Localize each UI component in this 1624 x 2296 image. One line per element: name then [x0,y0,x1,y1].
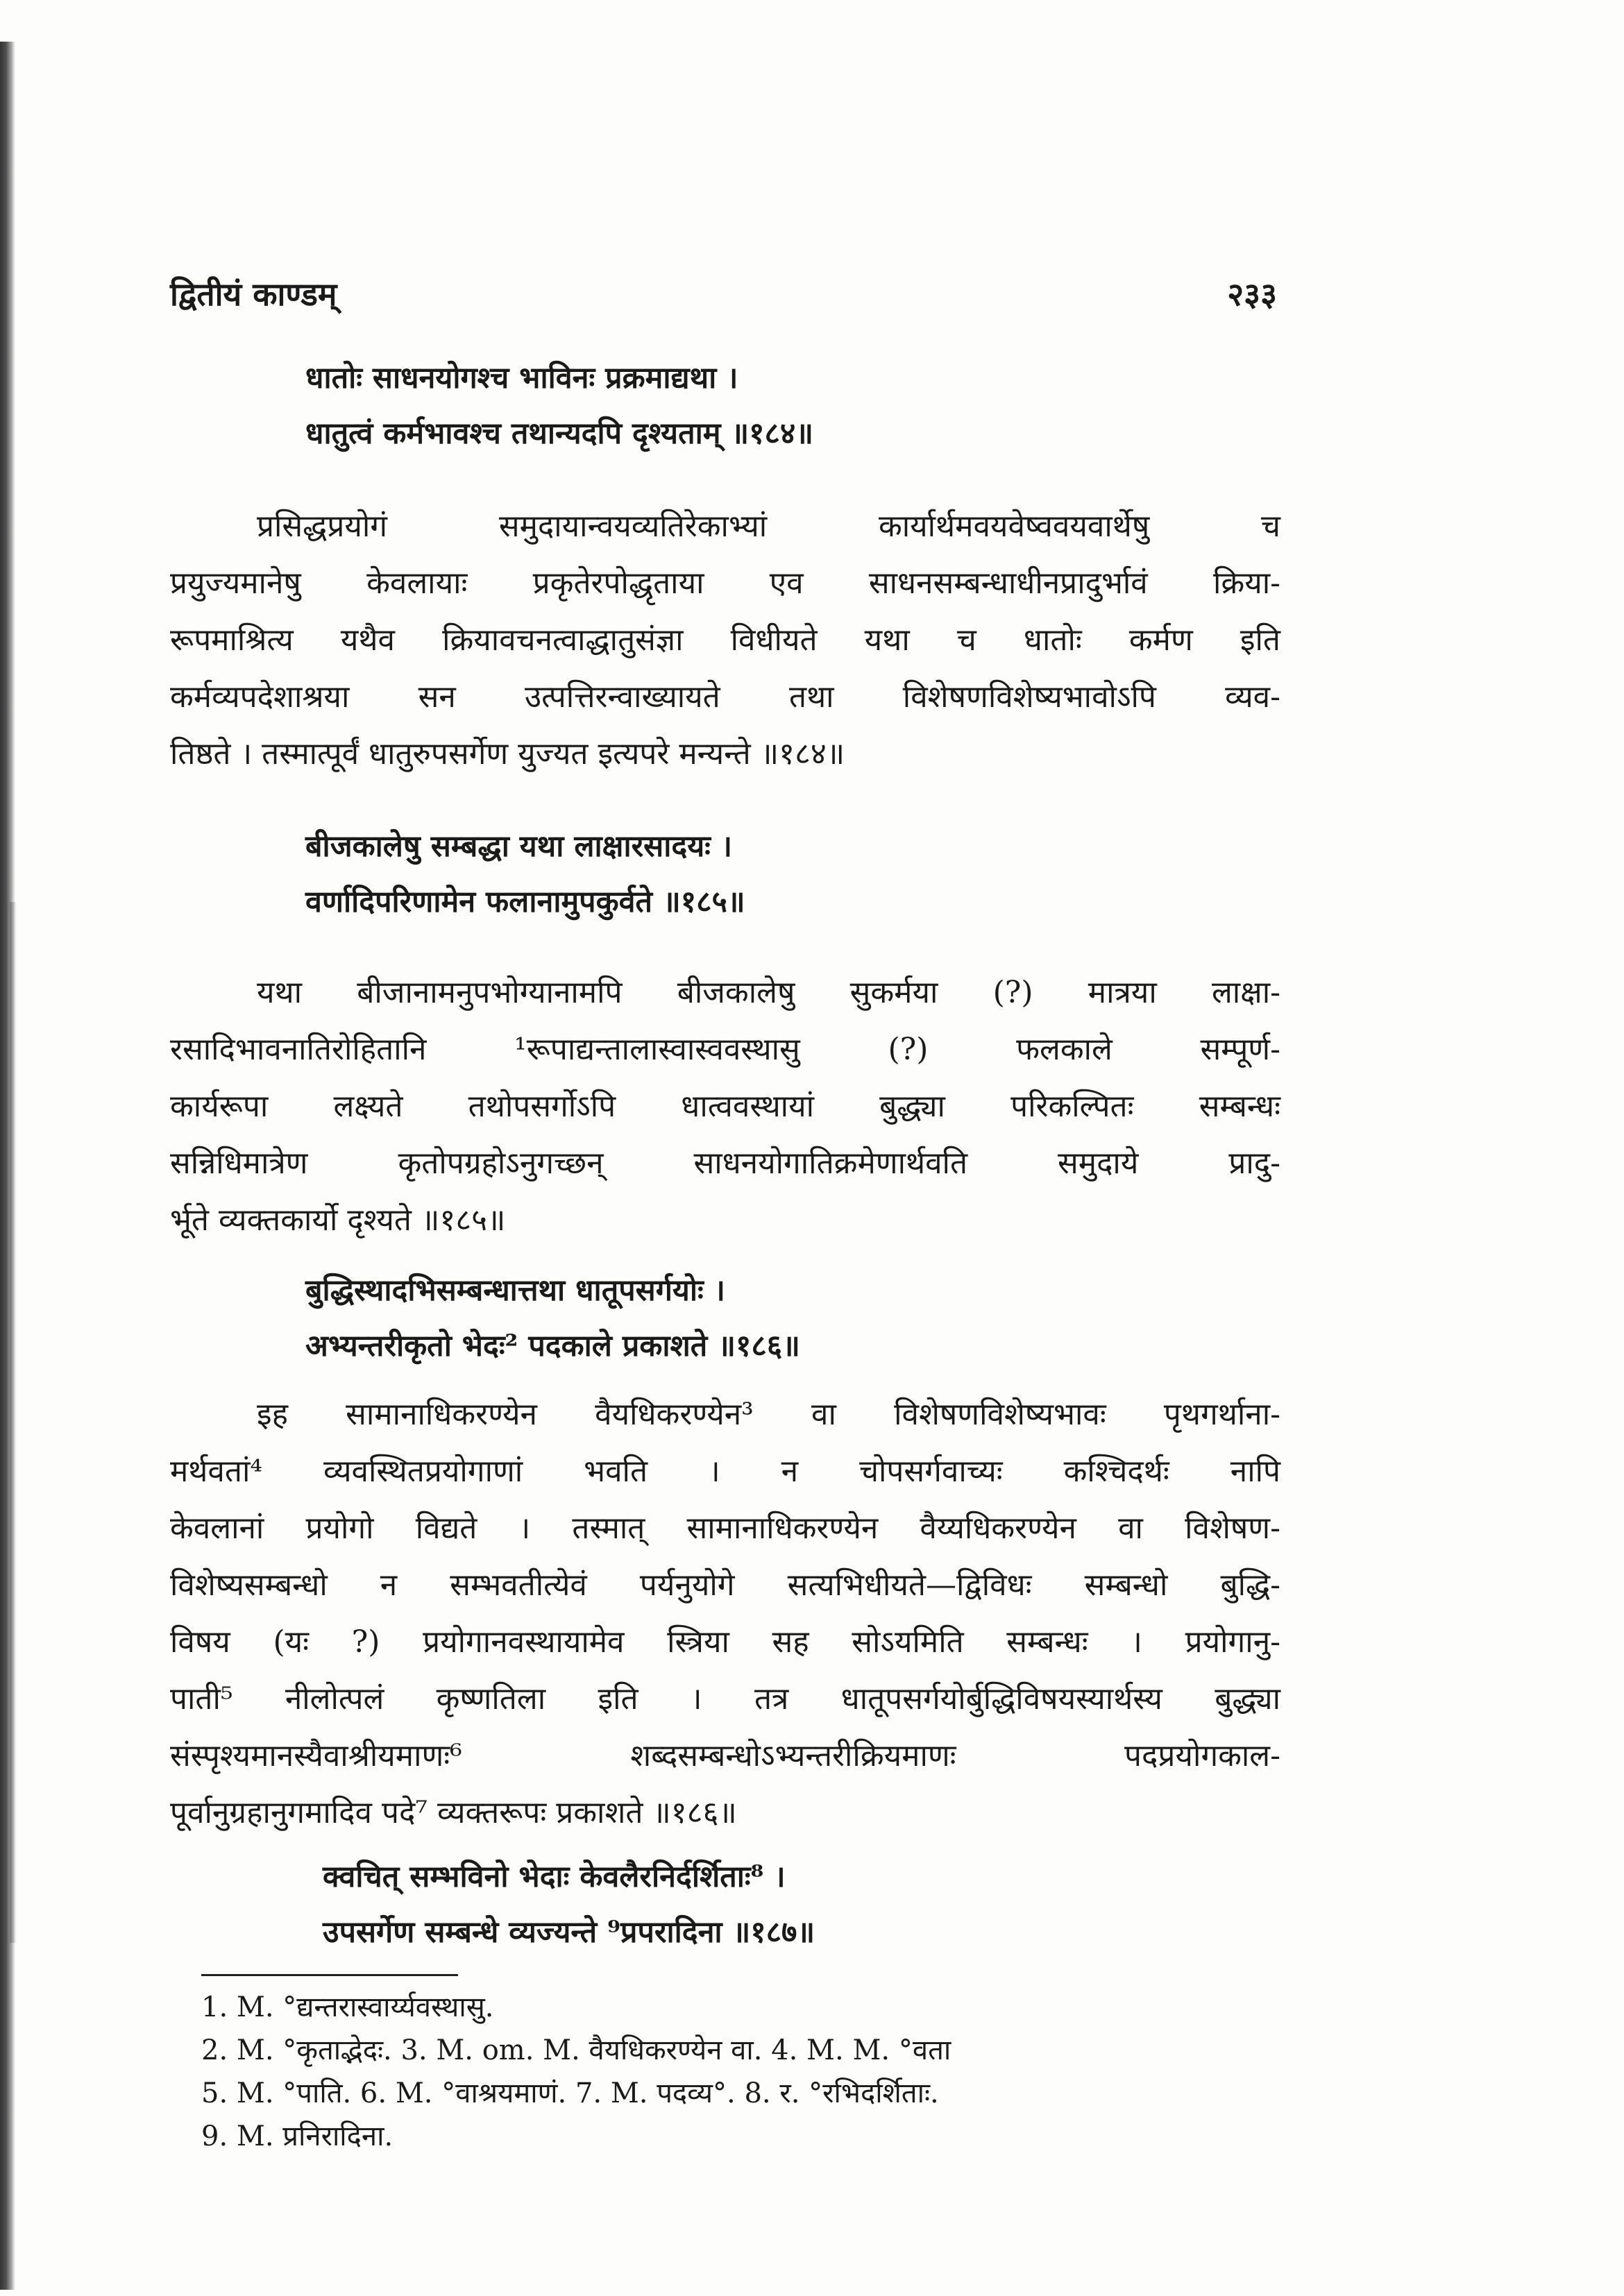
verse-line: अभ्यन्तरीकृतो भेदः² पदकाले प्रकाशते ॥१८६॥ [305,1329,800,1363]
commentary-line: र्भूते व्यक्तकार्यो दृश्यते ॥१८५॥ [170,1202,506,1238]
commentary-line: यथा बीजानामनुपभोग्यानामपि बीजकालेषु सुकर्मया (?) मात्रया लाक्षा- [257,975,1280,1010]
commentary-line: कर्मव्यपदेशाश्रया सन उत्पत्तिरन्वाख्यायते तथा विशेषणविशेष्यभावोऽपि व्यव- [170,679,1280,715]
commentary-line: रूपमाश्रित्य यथैव क्रियावचनत्वाद्धातुसंज्ञा विधीयते यथा च धातोः कर्मण इति [170,622,1280,658]
footnote-divider [201,1974,458,1976]
verse-186 [305,1263,800,1374]
running-header-title: द्वितीयं काण्डम् [170,275,337,313]
commentary-line: पाती⁵ नीलोत्पलं कृष्णतिला इति । तत्र धातूपसर्गयोर्बुद्धिविषयस्यार्थस्य बुद्ध्या [170,1681,1280,1717]
binding-shadow-secondary [10,902,17,1943]
verse-line: वर्णादिपरिणामेन फलानामुपकुर्वते ॥१८५॥ [305,885,745,919]
page-number: २३३ [1227,275,1277,313]
commentary-line: विषय (यः ?) प्रयोगानवस्थायामेव स्त्रिया सह सोऽयमिति सम्बन्धः । प्रयोगानु- [170,1624,1280,1660]
verse-line: धातोः साधनयोगश्च भाविनः प्रक्रमाद्यथा । [305,361,738,396]
commentary-line: संस्पृश्यमानस्यैवाश्रीयमाणः⁶ शब्दसम्बन्धोऽभ्यन्तरीक्रियमाणः पदप्रयोगकाल- [170,1738,1280,1774]
verse-line: क्वचित् सम्भविनो भेदाः केवलैरनिर्दर्शिताः⁸ । [323,1860,786,1894]
footnote-line: 5. M. °पाति. 6. M. °वाश्रयमाणं. 7. M. पदव्य°. 8. र. °रभिदर्शिताः. [201,2077,939,2109]
commentary-line: कार्यरूपा लक्ष्यते तथोपसर्गोऽपि धात्ववस्थायां बुद्ध्या परिकल्पितः सम्बन्धः [170,1089,1280,1124]
commentary-line: प्रयुज्यमानेषु केवलायाः प्रकृतेरपोद्धृताया एव साधनसम्बन्धाधीनप्रादुर्भावं क्रिया- [170,566,1280,601]
verse-187 [323,1849,815,1960]
commentary-line: तिष्ठते । तस्मात्पूर्वं धातुरुपसर्गेण युज्यत इत्यपरे मन्यन्ते ॥१८४॥ [170,736,845,772]
commentary-184 [170,498,1280,783]
verse-line: बीजकालेषु सम्बद्धा यथा लाक्षारसादयः । [305,829,733,864]
commentary-line: प्रसिद्धप्रयोगं समुदायान्वयव्यतिरेकाभ्यां कार्यार्थमवयवेष्ववयवार्थेषु च [257,509,1280,544]
footnote-line: 2. M. °कृताद्भेदः. 3. M. om. M. वैयधिकरण्येन वा. 4. M. M. °वता [201,2034,951,2066]
commentary-185 [170,964,1280,1249]
verse-line: उपसर्गेण सम्बन्धे व्यज्यन्ते ⁹प्रपरादिना ॥१८७॥ [323,1915,815,1950]
verse-line: बुद्धिस्थादभिसम्बन्धात्तथा धातूपसर्गयोः । [305,1273,725,1308]
verse-185 [305,819,745,930]
footnote-line: 1. M. °द्यन्तरास्वार्य्यवस्थासु. [201,1991,494,2023]
footnotes [201,1986,951,2158]
footnote-line: 9. M. प्रनिरादिना. [201,2120,394,2152]
commentary-line: केवलानां प्रयोगो विद्यते । तस्मात् सामानाधिकरण्येन वैय्यधिकरण्येन वा विशेषण- [170,1511,1280,1546]
commentary-186 [170,1386,1280,1842]
commentary-line: रसादिभावनातिरोहितानि ¹रूपाद्यन्तालास्वास्ववस्थासु (?) फलकाले सम्पूर्ण- [170,1032,1280,1067]
commentary-line: सन्निधिमात्रेण कृतोपग्रहोऽनुगच्छन् साधनयोगातिक्रमेणार्थवति समुदाये प्रादु- [170,1146,1280,1181]
verse-line: धातुत्वं कर्मभावश्च तथान्यदपि दृश्यताम् ॥१८४॥ [305,416,814,451]
verse-184 [305,350,813,461]
commentary-line: पूर्वानुग्रहानुगमादिव पदे⁷ व्यक्तरूपः प्रकाशते ॥१८६॥ [170,1795,737,1830]
commentary-line: मर्थवतां⁴ व्यवस्थितप्रयोगाणां भवति । न चोपसर्गवाच्यः कश्चिदर्थः नापि [170,1454,1280,1489]
commentary-line: विशेष्यसम्बन्धो न सम्भवतीत्येवं पर्यनुयोगे सत्यभिधीयते—द्विविधः सम्बन्धो बुद्धि- [170,1567,1280,1603]
commentary-line: इह सामानाधिकरण्येन वैयधिकरण्येन³ वा विशेषणविशेष्यभावः पृथगर्थाना- [257,1397,1280,1432]
